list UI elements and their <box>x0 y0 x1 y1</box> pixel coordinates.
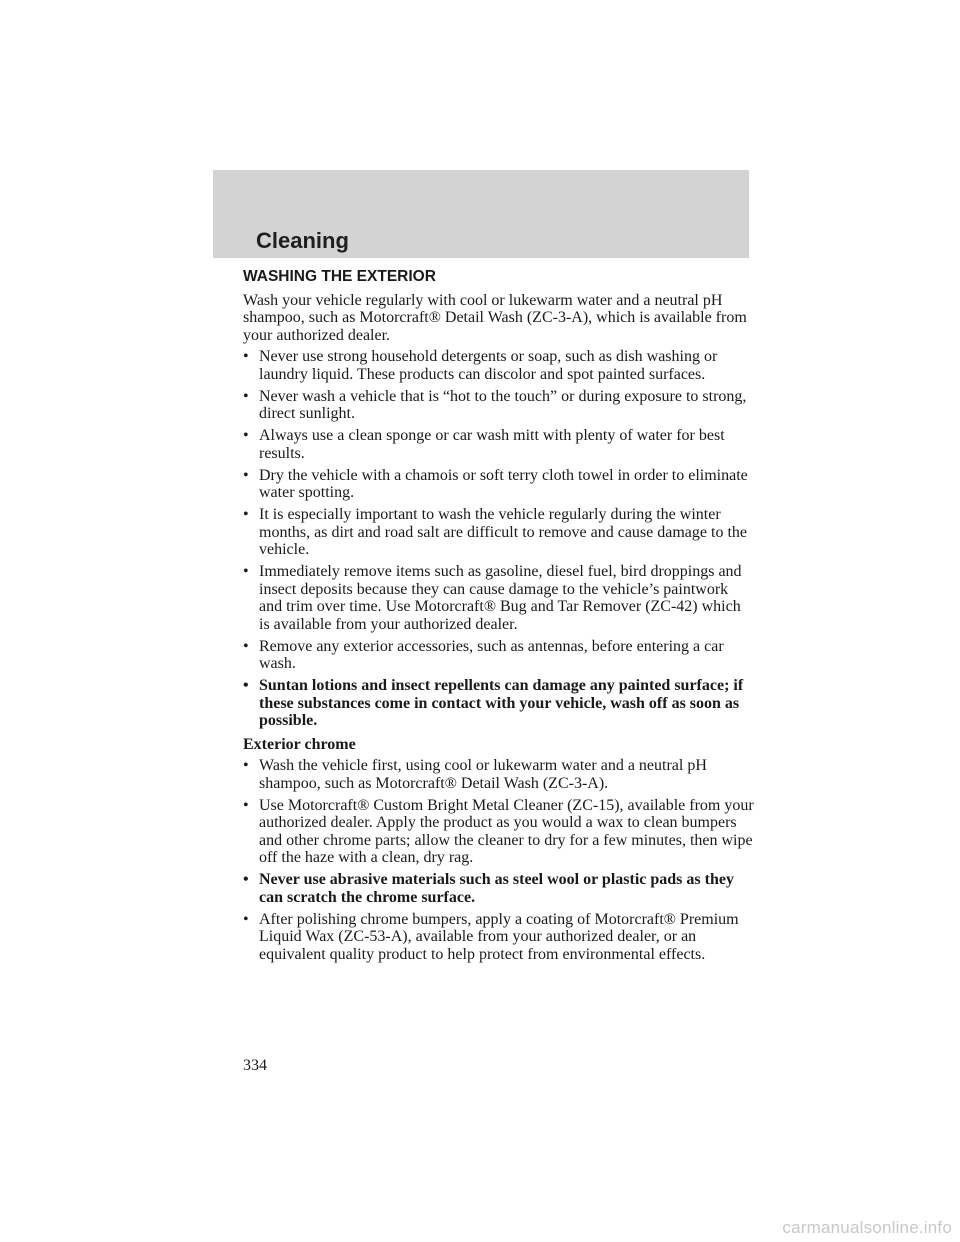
chapter-title: Cleaning <box>256 228 349 253</box>
warning-list-item: • Suntan lotions and insect repellents can damage any painted surface; if these substances come in contact with your vehicle, wash off as soon as possible. <box>243 677 744 729</box>
washing-bullet-list <box>243 348 755 730</box>
bullet-icon: • <box>243 427 249 444</box>
list-item: • Dry the vehicle with a chamois or soft terry cloth towel in order to eliminate water spotting. <box>243 466 748 501</box>
list-item: • Never use strong household detergents or soap, such as dish washing or laundry liquid. These products can discolor and spot painted surfaces. <box>243 348 718 383</box>
list-item: • Use Motorcraft® Custom Bright Metal Cleaner (ZC-15), available from your authorized dealer. Apply the product as you would a wax to clean bumpers and other chrome parts; allow the cleaner to dry for a few minutes, then wipe off the haze with a clean, dry rag. <box>243 796 754 866</box>
list-item: • After polishing chrome bumpers, apply a coating of Motorcraft® Premium Liquid Wax (ZC-53-A), available from your authorized dealer, or an equivalent quality product to help protect from environmental effects. <box>243 910 739 963</box>
list-item: • Immediately remove items such as gasoline, diesel fuel, bird droppings and insect deposits because they can cause damage to the vehicle’s paintwork and trim over time. Use Motorcraft® Bug and Tar Remover (ZC-42) which is available from your authorized dealer. <box>243 563 742 633</box>
list-item: • Wash the vehicle first, using cool or lukewarm water and a neutral pH shampoo, such as Motorcraft® Detail Wash (ZC-3-A). <box>243 757 707 792</box>
page-content <box>243 268 755 968</box>
list-item: • It is especially important to wash the vehicle regularly during the winter months, as dirt and road salt are difficult to remove and cause damage to the vehicle. <box>243 506 747 558</box>
bullet-icon: • <box>243 563 249 580</box>
page-number: 334 <box>243 1057 267 1074</box>
warning-list-item: • Never use abrasive materials such as steel wool or plastic pads as they can scratch the chrome surface. <box>243 871 734 906</box>
section-heading: WASHING THE EXTERIOR <box>243 268 436 285</box>
bullet-icon: • <box>243 677 249 694</box>
bullet-icon: • <box>243 796 249 814</box>
list-item: • Remove any exterior accessories, such as antennas, before entering a car wash. <box>243 637 724 672</box>
bullet-icon: • <box>243 466 249 484</box>
list-item: • Always use a clean sponge or car wash mitt with plenty of water for best results. <box>243 427 725 462</box>
bullet-icon: • <box>243 387 249 405</box>
intro-paragraph: Wash your vehicle regularly with cool or lukewarm water and a neutral pH shampoo, such as Motorcraft® Detail Wash (ZC-3-A), which is available from your authorized dealer. <box>243 291 747 344</box>
bullet-icon: • <box>243 506 249 523</box>
subsection-heading: Exterior chrome <box>243 735 356 753</box>
bullet-icon: • <box>243 871 249 888</box>
watermark: carmanualsonline.info <box>782 1218 952 1237</box>
list-item: • Never wash a vehicle that is “hot to the touch” or during exposure to strong, direct sunlight. <box>243 387 747 422</box>
chrome-bullet-list <box>243 757 755 963</box>
bullet-icon: • <box>243 910 249 928</box>
bullet-icon: • <box>243 637 249 655</box>
bullet-icon: • <box>243 757 249 774</box>
bullet-icon: • <box>243 348 249 365</box>
